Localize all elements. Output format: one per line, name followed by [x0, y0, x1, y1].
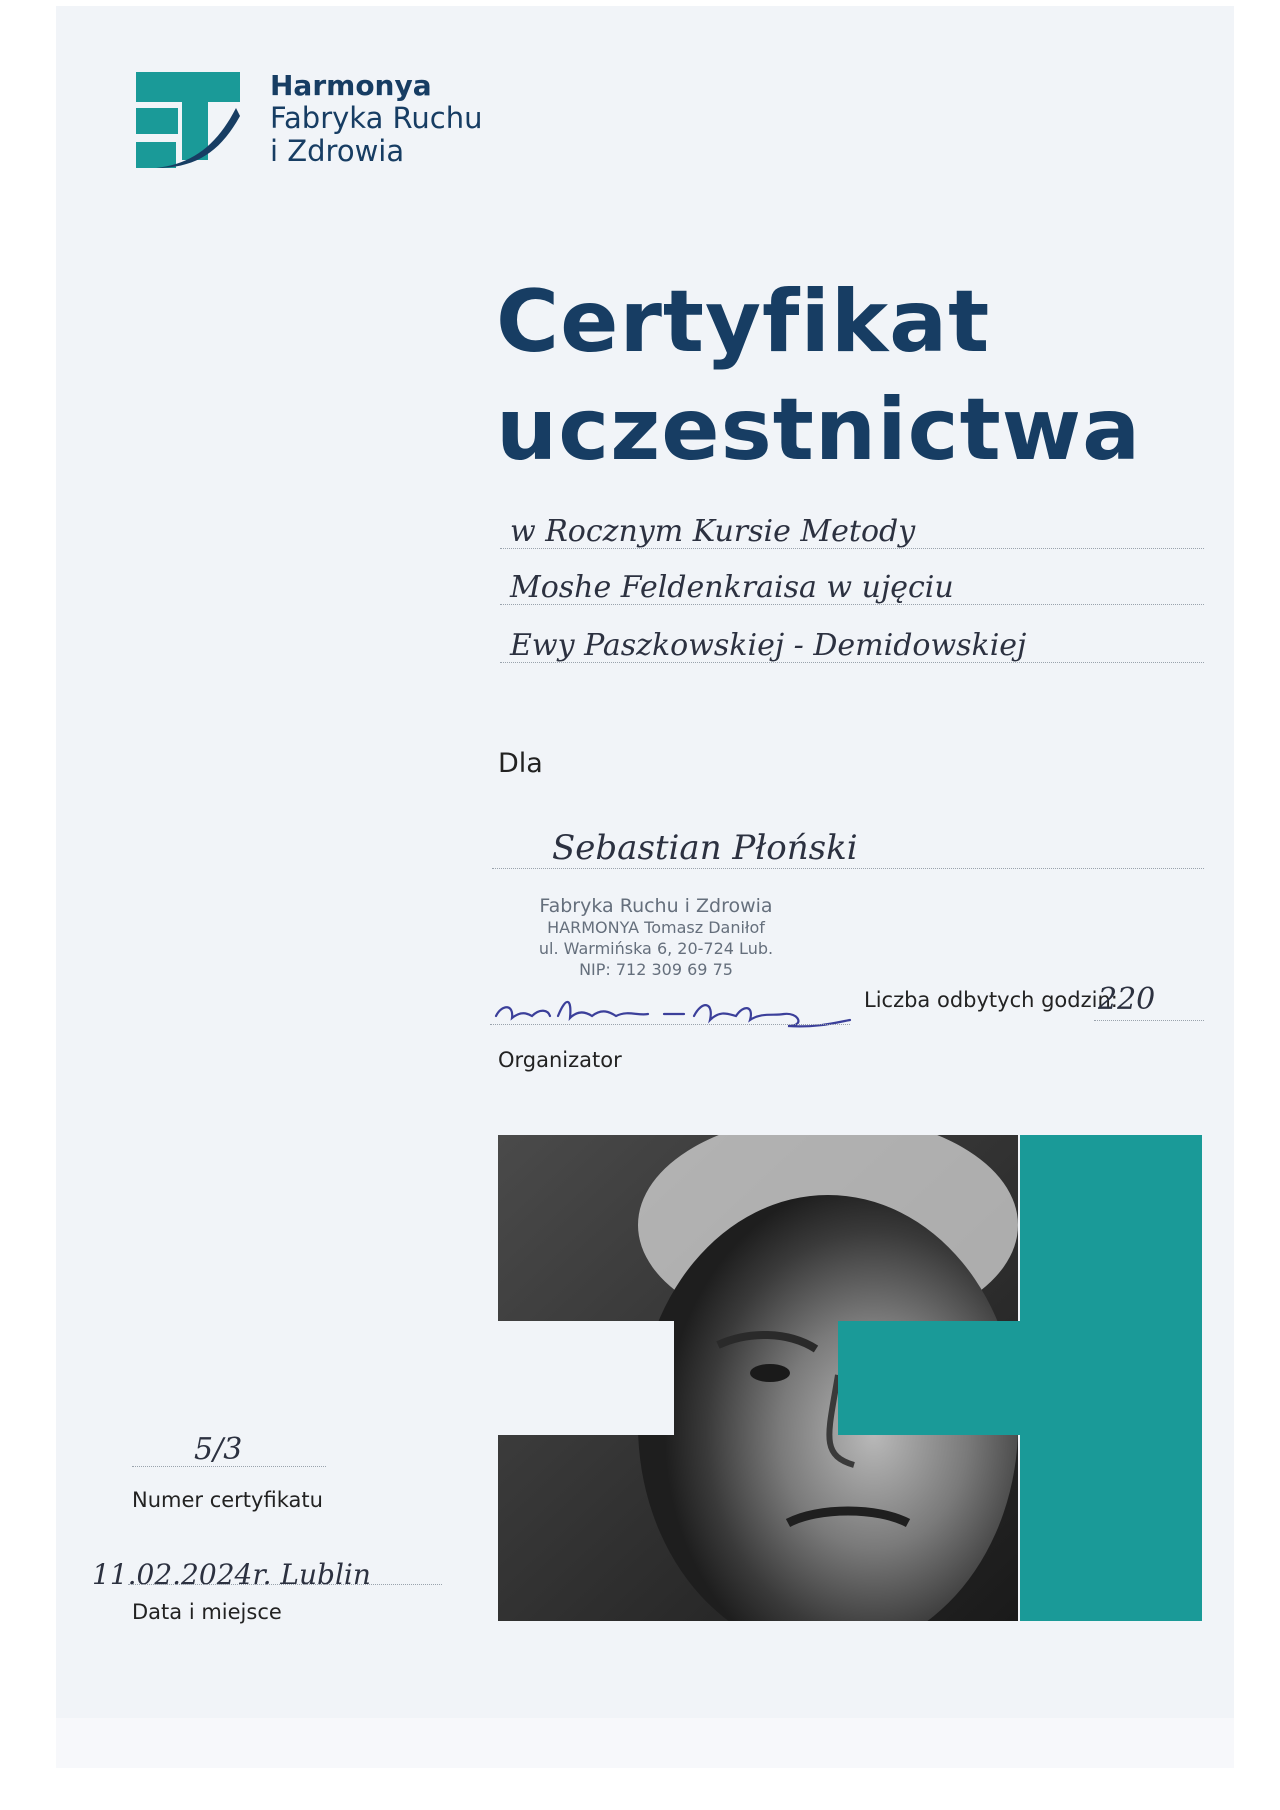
brand-name: Harmonya [270, 69, 432, 102]
logo-text [270, 70, 483, 168]
teal-block-middle [838, 1321, 1202, 1435]
course-rule-1 [500, 548, 1204, 549]
organizer-stamp [506, 896, 806, 980]
organizer-label: Organizator [498, 1048, 622, 1072]
date-place-label: Data i miejsce [132, 1600, 282, 1624]
title-line-2: uczestnictwa [496, 380, 1142, 480]
course-rule-3 [500, 662, 1204, 663]
hours-label: Liczba odbytych godzin: [864, 988, 1118, 1012]
date-place-value: 11.02.2024r. Lublin [92, 1558, 371, 1591]
hours-value: 220 [1098, 982, 1156, 1017]
brand-tagline-2: i Zdrowia [270, 134, 405, 168]
title-line-1: Certyfikat [496, 272, 991, 372]
course-line-3: Ewy Paszkowskiej - Demidowskiej [510, 628, 1027, 663]
date-place-rule [128, 1584, 442, 1585]
white-block-left [498, 1321, 674, 1435]
page-bottom-band [56, 1718, 1234, 1768]
photo-block [498, 1135, 1202, 1621]
stamp-line-4: NIP: 712 309 69 75 [579, 960, 733, 979]
stamp-line-3: ul. Warmińska 6, 20-724 Lub. [538, 939, 774, 958]
course-rule-2 [500, 604, 1204, 605]
certificate-number-value: 5/3 [194, 1432, 243, 1467]
certificate-title [496, 268, 1196, 484]
stamp-line-1: Fabryka Ruchu i Zdrowia [539, 895, 773, 917]
certificate-number-label: Numer certyfikatu [132, 1488, 323, 1512]
course-line-2: Moshe Feldenkraisa w ujęciu [510, 570, 954, 605]
recipient-label: Dla [498, 748, 543, 779]
stamp-line-2: HARMONYA Tomasz Daniłof [547, 918, 765, 937]
organizer-rule [490, 1024, 850, 1025]
recipient-name: Sebastian Płoński [552, 828, 858, 868]
organizer-signature-icon [488, 986, 858, 1034]
hours-rule [1094, 1020, 1204, 1021]
brand-tagline-1: Fabryka Ruchu [270, 101, 483, 135]
recipient-rule [492, 868, 1204, 869]
course-line-1: w Rocznym Kursie Metody [510, 514, 916, 549]
harmonya-logo-icon [136, 72, 240, 168]
certificate-number-rule [132, 1466, 326, 1467]
